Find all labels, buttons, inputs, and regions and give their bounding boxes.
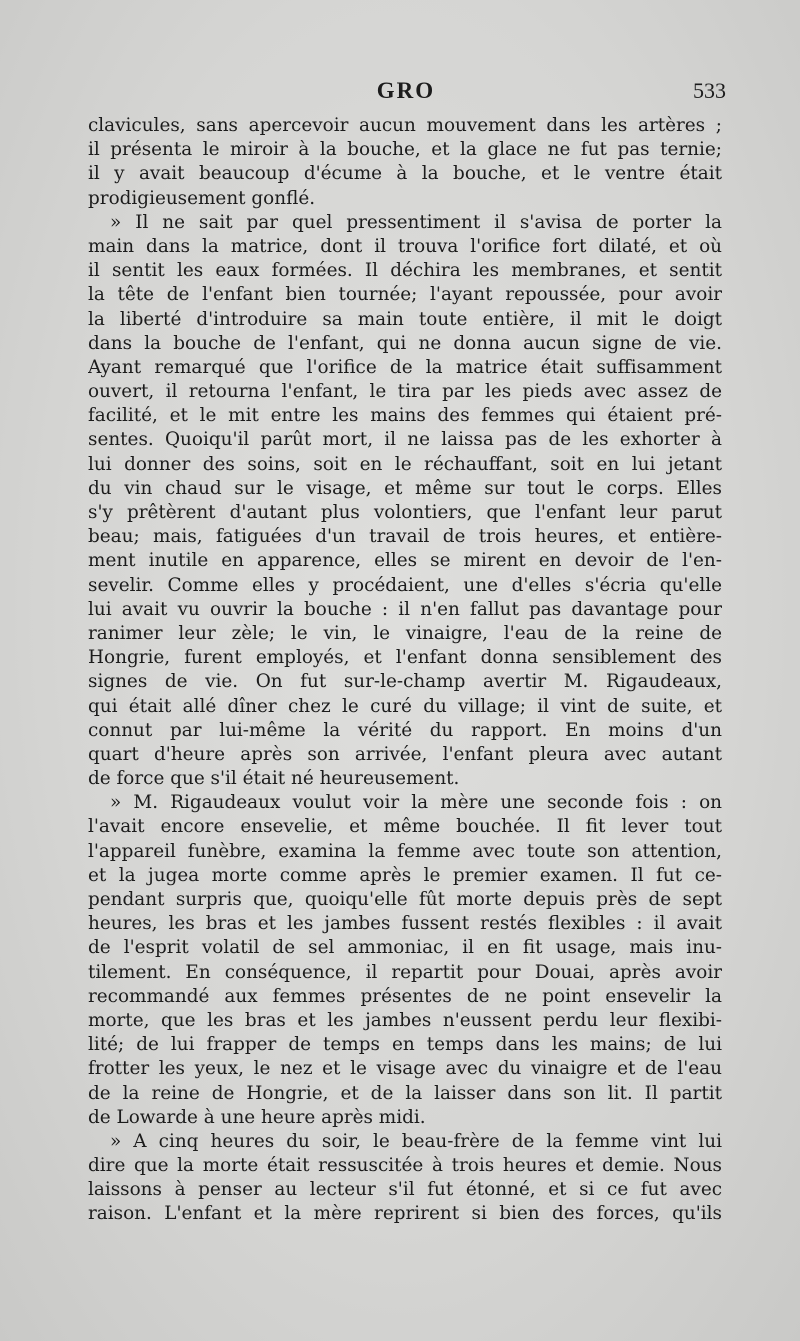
text-line: morte, que les bras et les jambes n'eussent perdu leur flexibi-: [88, 1009, 722, 1031]
text-line: frotter les yeux, le nez et le visage avec du vinaigre et de l'eau: [88, 1058, 722, 1080]
text-line: facilité, et le mit entre les mains des femmes qui étaient pré-: [88, 405, 722, 427]
text-line: » A cinq heures du soir, le beau-frère de la femme vint lui: [110, 1130, 722, 1152]
text-line: » Il ne sait par quel pressentiment il s'avisa de porter la: [110, 211, 722, 233]
text-line: du vin chaud sur le visage, et même sur tout le corps. Elles: [88, 477, 722, 499]
text-line: connut par lui-même la vérité du rapport. En moins d'un: [88, 719, 722, 741]
text-line: ment inutile en apparence, elles se mirent en devoir de l'en-: [88, 550, 722, 572]
text-line: l'appareil funèbre, examina la femme avec toute son attention,: [88, 840, 722, 862]
text-line: raison. L'enfant et la mère reprirent si bien des forces, qu'ils: [88, 1203, 722, 1225]
body-text: [88, 114, 722, 1227]
text-line: l'avait encore ensevelie, et même bouchée. Il fit lever tout: [88, 816, 722, 838]
text-line: beau; mais, fatiguées d'un travail de trois heures, et entière-: [88, 526, 722, 548]
text-line: clavicules, sans apercevoir aucun mouvement dans les artères ;: [88, 115, 722, 136]
text-line: lui donner des soins, soit en le réchauffant, soit en lui jetant: [88, 453, 722, 475]
text-line: main dans la matrice, dont il trouva l'orifice fort dilaté, et où: [88, 235, 722, 257]
text-line: Hongrie, furent employés, et l'enfant donna sensiblement des: [88, 647, 722, 669]
text-line: ouvert, il retourna l'enfant, le tira par les pieds avec assez de: [88, 381, 722, 403]
text-line: dire que la morte était ressuscitée à trois heures et demie. Nous: [88, 1155, 722, 1177]
text-line: pendant surpris que, quoiqu'elle fût morte depuis près de sept: [88, 889, 722, 910]
text-line: prodigieusement gonflé.: [88, 187, 316, 209]
text-line: quart d'heure après son arrivée, l'enfant pleura avec autant: [88, 743, 722, 765]
text-line: de Lowarde à une heure après midi.: [88, 1106, 426, 1128]
text-line: laissons à penser au lecteur s'il fut étonné, et si ce fut avec: [88, 1179, 722, 1201]
page-header: [88, 78, 724, 108]
text-line: et la jugea morte comme après le premier examen. Il fut ce-: [88, 864, 722, 886]
text-line: signes de vie. On fut sur-le-champ avertir M. Rigaudeaux,: [88, 671, 722, 693]
text-line: la liberté d'introduire sa main toute entière, il mit le doigt: [88, 308, 722, 330]
text-line: sevelir. Comme elles y procédaient, une d'elles s'écria qu'elle: [88, 574, 722, 596]
text-line: tilement. En conséquence, il repartit pour Douai, après avoir: [88, 961, 722, 983]
text-line: de l'esprit volatil de sel ammoniac, il en fit usage, mais inu-: [88, 937, 722, 959]
text-line: lité; de lui frapper de temps en temps dans les mains; de lui: [88, 1034, 722, 1056]
text-line: heures, les bras et les jambes fussent restés flexibles : il avait: [88, 913, 722, 935]
text-line: il présenta le miroir à la bouche, et la glace ne fut pas ternie;: [88, 139, 722, 161]
text-line: dans la bouche de l'enfant, qui ne donna aucun signe de vie.: [88, 332, 722, 354]
text-line: de force que s'il était né heureusement.: [88, 768, 460, 790]
text-line: lui avait vu ouvrir la bouche : il n'en fallut pas davantage pour: [88, 598, 722, 620]
text-line: recommandé aux femmes présentes de ne point ensevelir la: [88, 985, 722, 1007]
running-head: GRO: [376, 78, 436, 103]
text-line: » M. Rigaudeaux voulut voir la mère une seconde fois : on: [110, 792, 722, 814]
text-line: ranimer leur zèle; le vin, le vinaigre, l'eau de la reine de: [88, 622, 722, 644]
page-number: 533: [693, 78, 726, 103]
text-line: Ayant remarqué que l'orifice de la matrice était suffisamment: [88, 356, 722, 378]
text-line: qui était allé dîner chez le curé du village; il vint de suite, et: [88, 695, 722, 717]
text-line: il y avait beaucoup d'écume à la bouche, et le ventre était: [88, 163, 722, 185]
text-line: sentes. Quoiqu'il parût mort, il ne laissa pas de les exhorter à: [88, 429, 722, 451]
text-line: il sentit les eaux formées. Il déchira les membranes, et sentit: [88, 260, 722, 282]
text-line: s'y prêtèrent d'autant plus volontiers, que l'enfant leur parut: [88, 502, 722, 523]
text-line: la tête de l'enfant bien tournée; l'ayant repoussée, pour avoir: [88, 284, 722, 306]
text-line: de la reine de Hongrie, et de la laisser dans son lit. Il partit: [88, 1082, 722, 1104]
